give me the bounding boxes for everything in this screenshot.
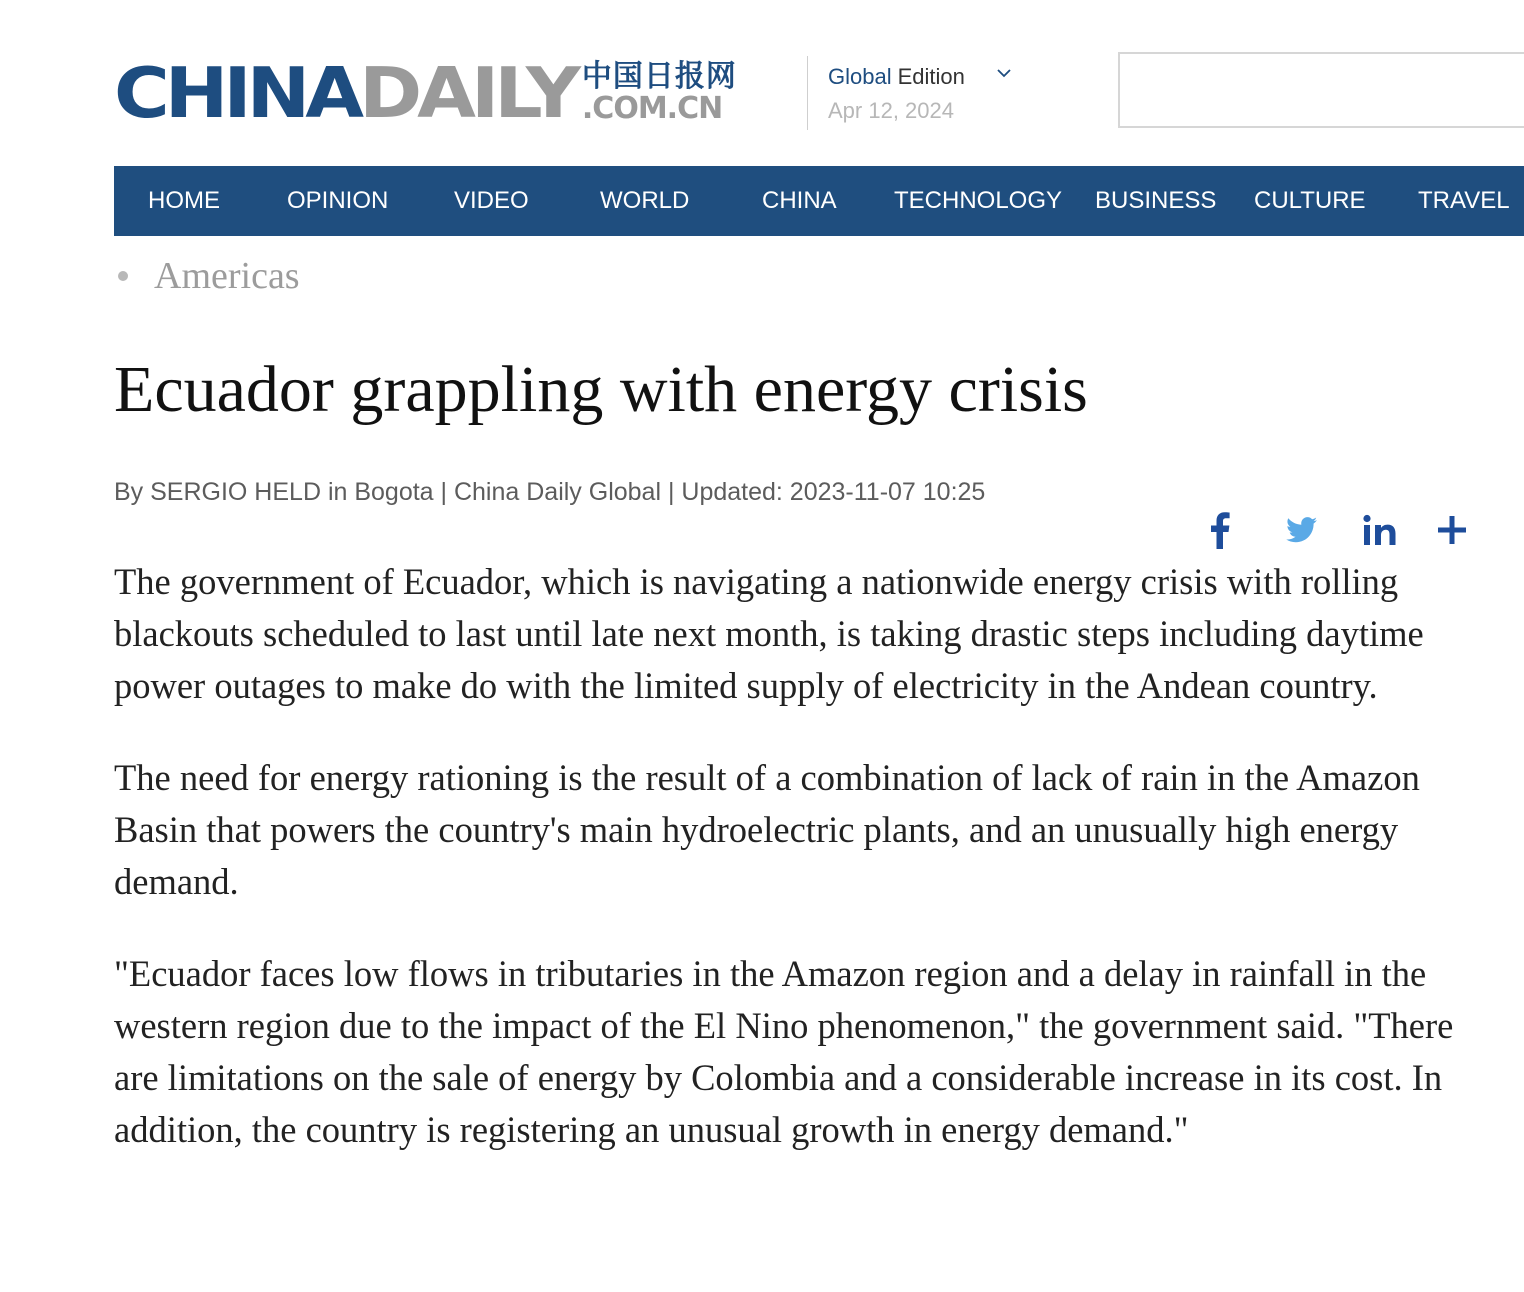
nav-opinion[interactable]: OPINION (287, 187, 389, 214)
edition-selector[interactable] (828, 64, 1009, 90)
logo-suffix (581, 59, 737, 126)
nav-technology[interactable]: TECHNOLOGY (894, 187, 1063, 214)
logo-chinese: 中国日报网 (581, 59, 737, 94)
article-byline: By SERGIO HELD in Bogota | China Daily Global | Updated: 2023-11-07 10:25 (114, 478, 986, 506)
article-paragraph: The government of Ecuador, which is navigating a nationwide energy crisis with rolling blackouts scheduled to last until late next month, is taking drastic steps including daytime power outages to make do with the limited supply of electricity in the Andean country. (114, 561, 1424, 706)
logo-china: CHINA (114, 51, 360, 134)
chevron-down-icon[interactable] (997, 68, 1009, 80)
edition-global-label: Global (828, 64, 892, 89)
logo-domain: .COM.CN (581, 91, 723, 126)
site-header (0, 0, 1524, 150)
article-headline: Ecuador grappling with energy crisis (114, 353, 1088, 426)
facebook-icon[interactable] (1200, 508, 1240, 552)
current-date: Apr 12, 2024 (828, 98, 954, 123)
article-body (114, 556, 1489, 1196)
plus-icon[interactable] (1432, 508, 1472, 552)
linkedin-icon[interactable] (1358, 508, 1402, 552)
nav-china[interactable]: CHINA (762, 187, 837, 214)
logo-daily: DAILY (359, 51, 576, 134)
article-paragraph: "Ecuador faces low flows in tributaries in the Amazon region and a delay in rainfall in the western region due to the impact of the El Nino phenomenon," the government said. "There are limitations on the sale of energy by Colombia and a considerable increase in its cost. In addition, the country is registering an unusual growth in energy demand." (114, 953, 1454, 1150)
breadcrumb-americas[interactable]: Americas (154, 255, 300, 297)
nav-culture[interactable]: CULTURE (1254, 187, 1366, 214)
nav-world[interactable]: WORLD (600, 187, 690, 214)
header-divider (807, 56, 808, 130)
twitter-icon[interactable] (1280, 508, 1324, 552)
nav-travel[interactable]: TRAVEL (1418, 187, 1510, 214)
logo-wordmark (114, 51, 576, 134)
nav-video[interactable]: VIDEO (454, 187, 529, 214)
breadcrumb (118, 254, 300, 298)
search-input[interactable] (1118, 52, 1524, 128)
edition-word-label: Edition (897, 64, 965, 89)
nav-business[interactable]: BUSINESS (1095, 187, 1217, 214)
china-daily-logo[interactable] (114, 52, 737, 134)
bullet-icon (118, 271, 128, 281)
nav-home[interactable]: HOME (148, 187, 220, 214)
main-nav (114, 166, 1524, 236)
article-paragraph: The need for energy rationing is the result of a combination of lack of rain in the Amazon Basin that powers the country's main hydroelectric plants, and an unusually high energy demand. (114, 757, 1420, 902)
